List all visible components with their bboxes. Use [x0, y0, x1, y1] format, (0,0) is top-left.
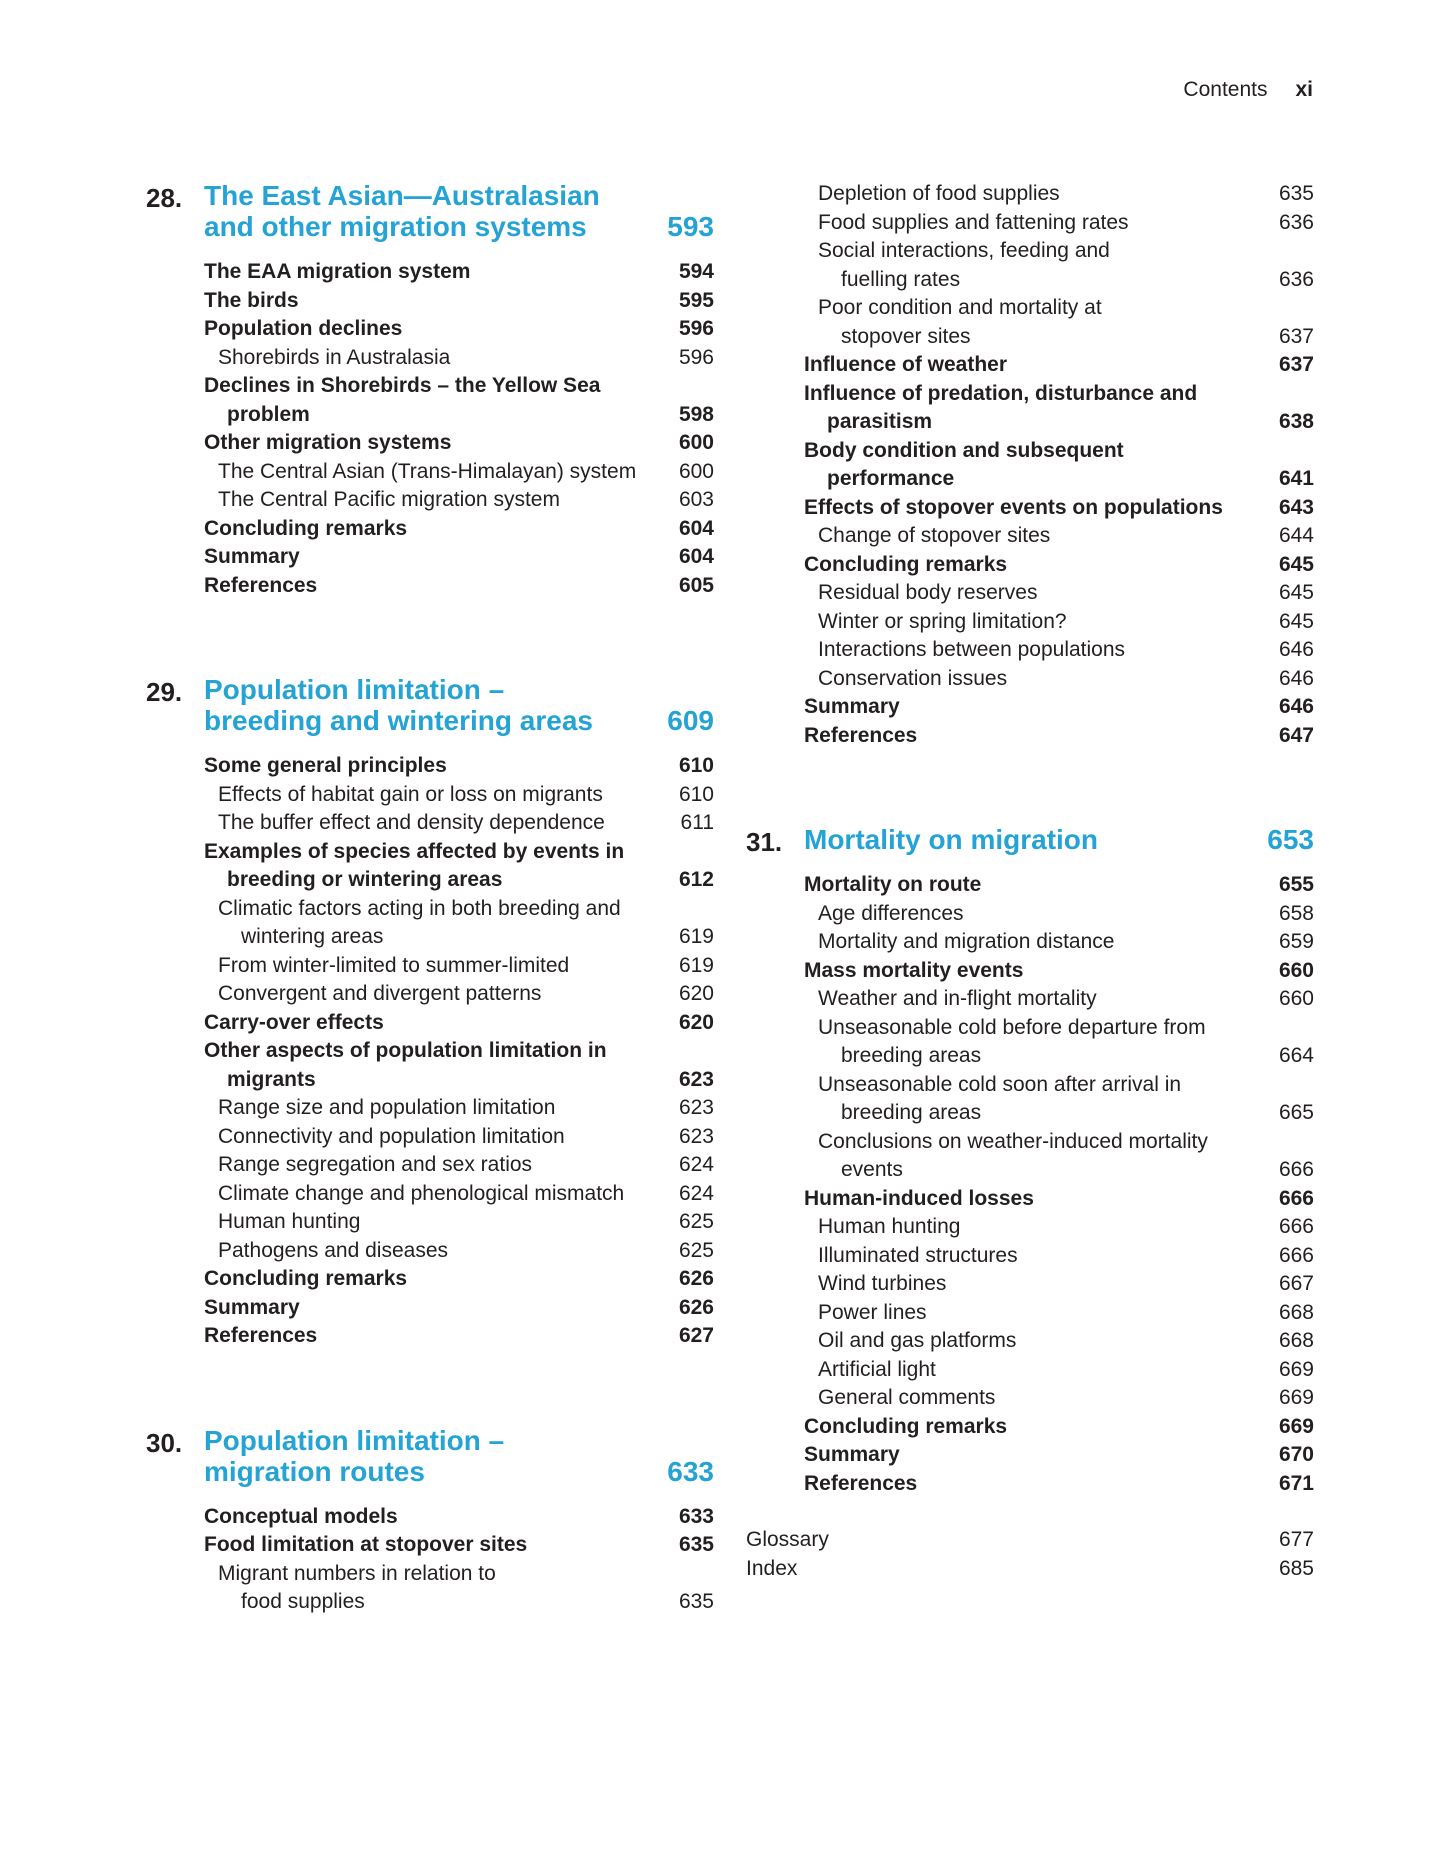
entry-page: 645 [1278, 609, 1314, 633]
entry-text: Some general principles [204, 754, 447, 777]
entry-text: Population declines [204, 317, 403, 340]
entry-page: 666 [1278, 1158, 1314, 1181]
toc-subentry[interactable] [746, 237, 1314, 294]
entry-page: 604 [678, 516, 714, 540]
entry-text: Social interactions, feeding and [818, 239, 1110, 262]
toc-subentry[interactable] [746, 1384, 1314, 1413]
toc-entry[interactable] [146, 1503, 714, 1532]
toc-entry[interactable] [746, 437, 1314, 494]
chapter-heading[interactable] [146, 180, 714, 242]
entry-page: 600 [678, 431, 714, 454]
entry-page: 626 [678, 1267, 714, 1290]
entry-text: Winter or spring limitation? [818, 609, 1067, 633]
entry-page: 610 [678, 754, 714, 777]
toc-subentry[interactable] [146, 980, 714, 1009]
entry-text: References [804, 723, 918, 747]
toc-column-left [146, 180, 714, 1617]
toc-entry[interactable] [146, 838, 714, 895]
toc-entry[interactable] [146, 315, 714, 344]
toc-entry[interactable] [146, 1531, 714, 1560]
entry-text-continued: breeding areas [841, 1101, 982, 1124]
toc-subentry[interactable] [746, 1128, 1314, 1185]
entry-text-continued: stopover sites [841, 324, 971, 348]
entry-text: Conceptual models [204, 1504, 398, 1528]
entry-text: The Central Asian (Trans-Himalayan) system [218, 459, 637, 483]
toc-entry[interactable] [146, 572, 714, 601]
toc-entry[interactable] [146, 1322, 714, 1351]
toc-entry[interactable] [146, 515, 714, 544]
entry-text: Glossary [746, 1528, 829, 1551]
entry-page: 645 [1278, 552, 1314, 576]
entry-text: Unseasonable cold before departure from [818, 1015, 1206, 1039]
entry-text: Climatic factors acting in both breeding and [218, 896, 621, 920]
entry-text: Effects of stopover events on populations [804, 495, 1223, 519]
entry-text: Concluding remarks [804, 552, 1008, 576]
entry-text-continued: wintering areas [241, 925, 384, 948]
entry-text-continued: breeding or wintering areas [227, 868, 503, 891]
entry-text: Mortality and migration distance [818, 930, 1115, 953]
entry-page: 610 [678, 782, 714, 806]
toc-subentry[interactable] [146, 1237, 714, 1266]
toc-entry[interactable] [146, 258, 714, 287]
toc-subentry[interactable] [146, 1094, 714, 1123]
entry-page: 619 [678, 953, 714, 977]
entry-text: Human-induced losses [804, 1186, 1034, 1210]
entry-text: Climate change and phenological mismatch [218, 1181, 625, 1205]
entry-page: 670 [1278, 1443, 1314, 1466]
toc-subentry[interactable] [746, 608, 1314, 637]
toc-entry[interactable] [746, 1441, 1314, 1470]
toc-subentry[interactable] [746, 1242, 1314, 1271]
entry-page: 603 [678, 488, 714, 511]
entry-page: 660 [1278, 958, 1314, 982]
entry-text: Pathogens and diseases [218, 1238, 449, 1262]
entry-page: 623 [678, 1067, 714, 1091]
entry-page: 637 [1278, 324, 1314, 348]
entry-page: 669 [1278, 1357, 1314, 1381]
entry-text-continued: parasitism [827, 410, 933, 433]
entry-text: Unseasonable cold soon after arrival in [818, 1072, 1182, 1096]
chapter-30-continued [746, 180, 1314, 750]
entry-page: 623 [678, 1124, 714, 1148]
entry-text: Effects of habitat gain or loss on migrants [218, 782, 603, 806]
entry-text-continued: food supplies [241, 1590, 365, 1613]
entry-text: Shorebirds in Australasia [218, 345, 451, 369]
entry-page: 635 [678, 1590, 714, 1613]
toc-entry[interactable] [746, 722, 1314, 751]
chapter-heading[interactable] [146, 1425, 714, 1487]
entry-page: 611 [680, 811, 714, 834]
entry-page: 641 [1278, 467, 1314, 490]
entry-text: Wind turbines [818, 1272, 947, 1295]
entry-text: The buffer effect and density dependence [218, 811, 605, 834]
entry-text: References [204, 1324, 318, 1347]
entry-page: 623 [678, 1096, 714, 1119]
entry-text: Mortality on route [804, 873, 982, 896]
entry-text: Other aspects of population limitation in [204, 1039, 607, 1062]
toc-subentry[interactable] [146, 458, 714, 487]
entry-page: 664 [1278, 1044, 1314, 1067]
toc-subentry[interactable] [146, 809, 714, 838]
entry-text: Other migration systems [204, 431, 452, 454]
entry-page: 596 [678, 317, 714, 340]
toc-entry[interactable] [146, 1265, 714, 1294]
entry-page: 644 [1278, 524, 1314, 547]
entry-text-continued: events [841, 1158, 903, 1181]
toc-entry[interactable] [746, 494, 1314, 523]
entry-text-continued: performance [827, 467, 955, 490]
entry-page: 685 [1278, 1556, 1314, 1580]
entry-page: 669 [1278, 1414, 1314, 1438]
toc-subentry[interactable] [746, 294, 1314, 351]
entry-text: The Central Pacific migration system [218, 488, 560, 511]
toc-subentry[interactable] [746, 1014, 1314, 1071]
chapter-page: 609 [667, 705, 714, 736]
toc-subentry[interactable] [146, 952, 714, 981]
toc-entry[interactable] [746, 871, 1314, 900]
entry-text-continued: migrants [227, 1067, 316, 1091]
entry-text: Conservation issues [818, 666, 1008, 690]
toc-entry[interactable] [146, 287, 714, 316]
toc-subentry[interactable] [746, 636, 1314, 665]
entry-page: 598 [678, 402, 714, 426]
entry-page: 637 [1278, 353, 1314, 376]
entry-page: 625 [678, 1210, 714, 1233]
chapter-page: 653 [1267, 824, 1314, 855]
entry-page: 625 [678, 1238, 714, 1262]
entry-text: Concluding remarks [204, 516, 408, 540]
entry-text: Carry-over effects [204, 1010, 384, 1034]
chapter-heading[interactable] [146, 674, 714, 736]
chapter-title: Population limitation – breeding and wintering areas [204, 674, 593, 736]
toc-entry[interactable] [746, 1185, 1314, 1214]
entry-text-continued: fuelling rates [841, 267, 961, 291]
entry-page: 627 [678, 1324, 714, 1347]
entry-text: Food limitation at stopover sites [204, 1533, 528, 1556]
entry-page: 666 [1278, 1186, 1314, 1210]
entry-text: Change of stopover sites [818, 524, 1051, 547]
toc-subentry[interactable] [146, 1151, 714, 1180]
toc-subentry[interactable] [746, 180, 1314, 209]
entry-page: 620 [678, 1010, 714, 1034]
entry-text-continued: breeding areas [841, 1044, 982, 1067]
entry-text: Declines in Shorebirds – the Yellow Sea [204, 374, 601, 397]
toc-subentry[interactable] [746, 1213, 1314, 1242]
entry-page: 666 [1278, 1215, 1314, 1238]
toc-subentry[interactable] [746, 928, 1314, 957]
chapter-page: 633 [667, 1455, 714, 1487]
entry-text: General comments [818, 1386, 996, 1409]
entry-page: 624 [678, 1181, 714, 1205]
entry-page: 638 [1278, 410, 1314, 433]
chapter-page: 593 [667, 211, 714, 242]
entry-text: Influence of predation, disturbance and [804, 381, 1198, 405]
entry-page: 636 [1278, 267, 1314, 291]
entry-page: 624 [678, 1153, 714, 1176]
chapter-title: The East Asian—Australasian and other migration systems [204, 180, 600, 242]
entry-page: 669 [1278, 1386, 1314, 1409]
toc-entry[interactable] [746, 380, 1314, 437]
entry-page: 633 [678, 1504, 714, 1528]
entry-text: From winter-limited to summer-limited [218, 953, 570, 977]
chapter-29 [146, 674, 714, 1351]
entry-page: 647 [1278, 723, 1314, 747]
entry-text: Concluding remarks [804, 1414, 1008, 1438]
entry-text: References [804, 1471, 918, 1495]
entry-text: Mass mortality events [804, 958, 1024, 982]
entry-text: Weather and in-flight mortality [818, 987, 1097, 1010]
entry-text: Food supplies and fattening rates [818, 210, 1129, 234]
entry-text: Depletion of food supplies [818, 182, 1060, 205]
entry-page: 655 [1278, 873, 1314, 896]
entry-text: The EAA migration system [204, 260, 471, 283]
entry-page: 668 [1278, 1300, 1314, 1324]
toc-subentry[interactable] [746, 579, 1314, 608]
entry-text: Body condition and subsequent [804, 438, 1124, 462]
toc-subentry[interactable] [746, 665, 1314, 694]
chapter-number: 30. [146, 1427, 183, 1458]
toc-entry[interactable] [746, 351, 1314, 380]
entry-page: 643 [1278, 495, 1314, 519]
toc-glossary[interactable] [746, 1526, 1314, 1555]
toc-entry[interactable] [146, 752, 714, 781]
entry-page: 594 [678, 260, 714, 283]
toc-subentry[interactable] [746, 1327, 1314, 1356]
toc-subentry[interactable] [146, 895, 714, 952]
running-header [1183, 78, 1313, 102]
entry-text: Examples of species affected by events in [204, 839, 625, 863]
chapter-31 [746, 824, 1314, 1498]
toc-entry[interactable] [746, 1413, 1314, 1442]
entry-page: 635 [678, 1533, 714, 1556]
entry-text: Interactions between populations [818, 638, 1126, 661]
toc-subentry[interactable] [146, 486, 714, 515]
toc-entry[interactable] [146, 372, 714, 429]
entry-page: 658 [1278, 901, 1314, 925]
toc-entry[interactable] [146, 543, 714, 572]
entry-text: Range size and population limitation [218, 1096, 556, 1119]
entry-page: 620 [678, 982, 714, 1005]
toc-subentry[interactable] [146, 1208, 714, 1237]
toc-subentry[interactable] [146, 344, 714, 373]
entry-text: Convergent and divergent patterns [218, 982, 542, 1005]
toc-entry[interactable] [146, 1009, 714, 1038]
entry-page: 595 [678, 288, 714, 312]
entry-text: Concluding remarks [204, 1267, 408, 1290]
entry-page: 668 [1278, 1329, 1314, 1352]
toc-subentry[interactable] [146, 781, 714, 810]
entry-page: 646 [1278, 638, 1314, 661]
entry-text: Range segregation and sex ratios [218, 1153, 533, 1176]
entry-text: Artificial light [818, 1357, 936, 1381]
entry-text: Influence of weather [804, 353, 1008, 376]
chapter-number: 31. [746, 827, 783, 857]
entry-page: 671 [1278, 1471, 1314, 1495]
toc-subentry[interactable] [746, 1356, 1314, 1385]
entry-text: Illuminated structures [818, 1243, 1018, 1267]
running-header-label: Contents [1183, 78, 1268, 101]
entry-text: Migrant numbers in relation to [218, 1561, 496, 1585]
toc-subentry[interactable] [746, 900, 1314, 929]
toc-subentry[interactable] [746, 1299, 1314, 1328]
entry-text: Human hunting [218, 1210, 361, 1233]
chapter-title: Mortality on migration [804, 824, 1098, 855]
entry-page: 596 [678, 345, 714, 369]
entry-text: Summary [804, 1443, 900, 1466]
entry-page: 677 [1278, 1528, 1314, 1551]
chapter-title: Population limitation – migration routes [204, 1424, 505, 1487]
entry-page: 612 [678, 868, 714, 891]
toc-subentry[interactable] [146, 1560, 714, 1617]
entry-page: 619 [678, 925, 714, 948]
entry-text: Summary [204, 545, 300, 568]
entry-text: References [204, 573, 318, 597]
entry-page: 636 [1278, 210, 1314, 234]
entry-page: 635 [1278, 182, 1314, 205]
entry-text: Summary [804, 695, 900, 718]
toc-entry[interactable] [746, 693, 1314, 722]
entry-page: 645 [1278, 581, 1314, 604]
entry-text: Human hunting [818, 1215, 961, 1238]
chapter-number: 28. [146, 183, 183, 213]
toc-entry[interactable] [746, 551, 1314, 580]
entry-page: 646 [1278, 695, 1314, 718]
toc-subentry[interactable] [746, 522, 1314, 551]
entry-text: Conclusions on weather-induced mortality [818, 1129, 1208, 1153]
entry-page: 667 [1278, 1272, 1314, 1295]
entry-page: 605 [678, 573, 714, 597]
toc-subentry[interactable] [746, 1071, 1314, 1128]
entry-page: 604 [678, 545, 714, 568]
toc-entry[interactable] [746, 1470, 1314, 1499]
toc-subentry[interactable] [146, 1180, 714, 1209]
entry-page: 660 [1278, 987, 1314, 1010]
entry-page: 659 [1278, 930, 1314, 953]
toc-subentry[interactable] [746, 1270, 1314, 1299]
entry-text: The birds [204, 288, 299, 312]
chapter-number: 29. [146, 677, 183, 707]
toc-subentry[interactable] [746, 209, 1314, 238]
entry-text: Residual body reserves [818, 581, 1038, 604]
entry-page: 665 [1278, 1101, 1314, 1124]
toc-column-right [746, 180, 1314, 1583]
entry-text-continued: problem [227, 402, 310, 426]
toc-entry[interactable] [146, 429, 714, 458]
toc-subentry[interactable] [746, 985, 1314, 1014]
entry-page: 666 [1278, 1243, 1314, 1267]
entry-text: Age differences [818, 901, 964, 925]
toc-entry[interactable] [146, 1037, 714, 1094]
chapter-heading[interactable] [746, 824, 1314, 855]
entry-text: Connectivity and population limitation [218, 1124, 565, 1148]
entry-text: Summary [204, 1295, 300, 1319]
entry-text: Oil and gas platforms [818, 1329, 1017, 1352]
entry-page: 626 [678, 1295, 714, 1319]
entry-page: 600 [678, 459, 714, 483]
chapter-28 [146, 180, 714, 600]
toc-entry[interactable] [746, 957, 1314, 986]
toc-subentry[interactable] [146, 1123, 714, 1152]
entry-page: 646 [1278, 666, 1314, 690]
entry-text: Index [746, 1556, 798, 1580]
chapter-30 [146, 1425, 714, 1617]
page-folio: xi [1295, 78, 1313, 101]
entry-text: Poor condition and mortality at [818, 296, 1102, 319]
toc-index[interactable] [746, 1555, 1314, 1584]
entry-text: Power lines [818, 1300, 927, 1324]
toc-entry[interactable] [146, 1294, 714, 1323]
